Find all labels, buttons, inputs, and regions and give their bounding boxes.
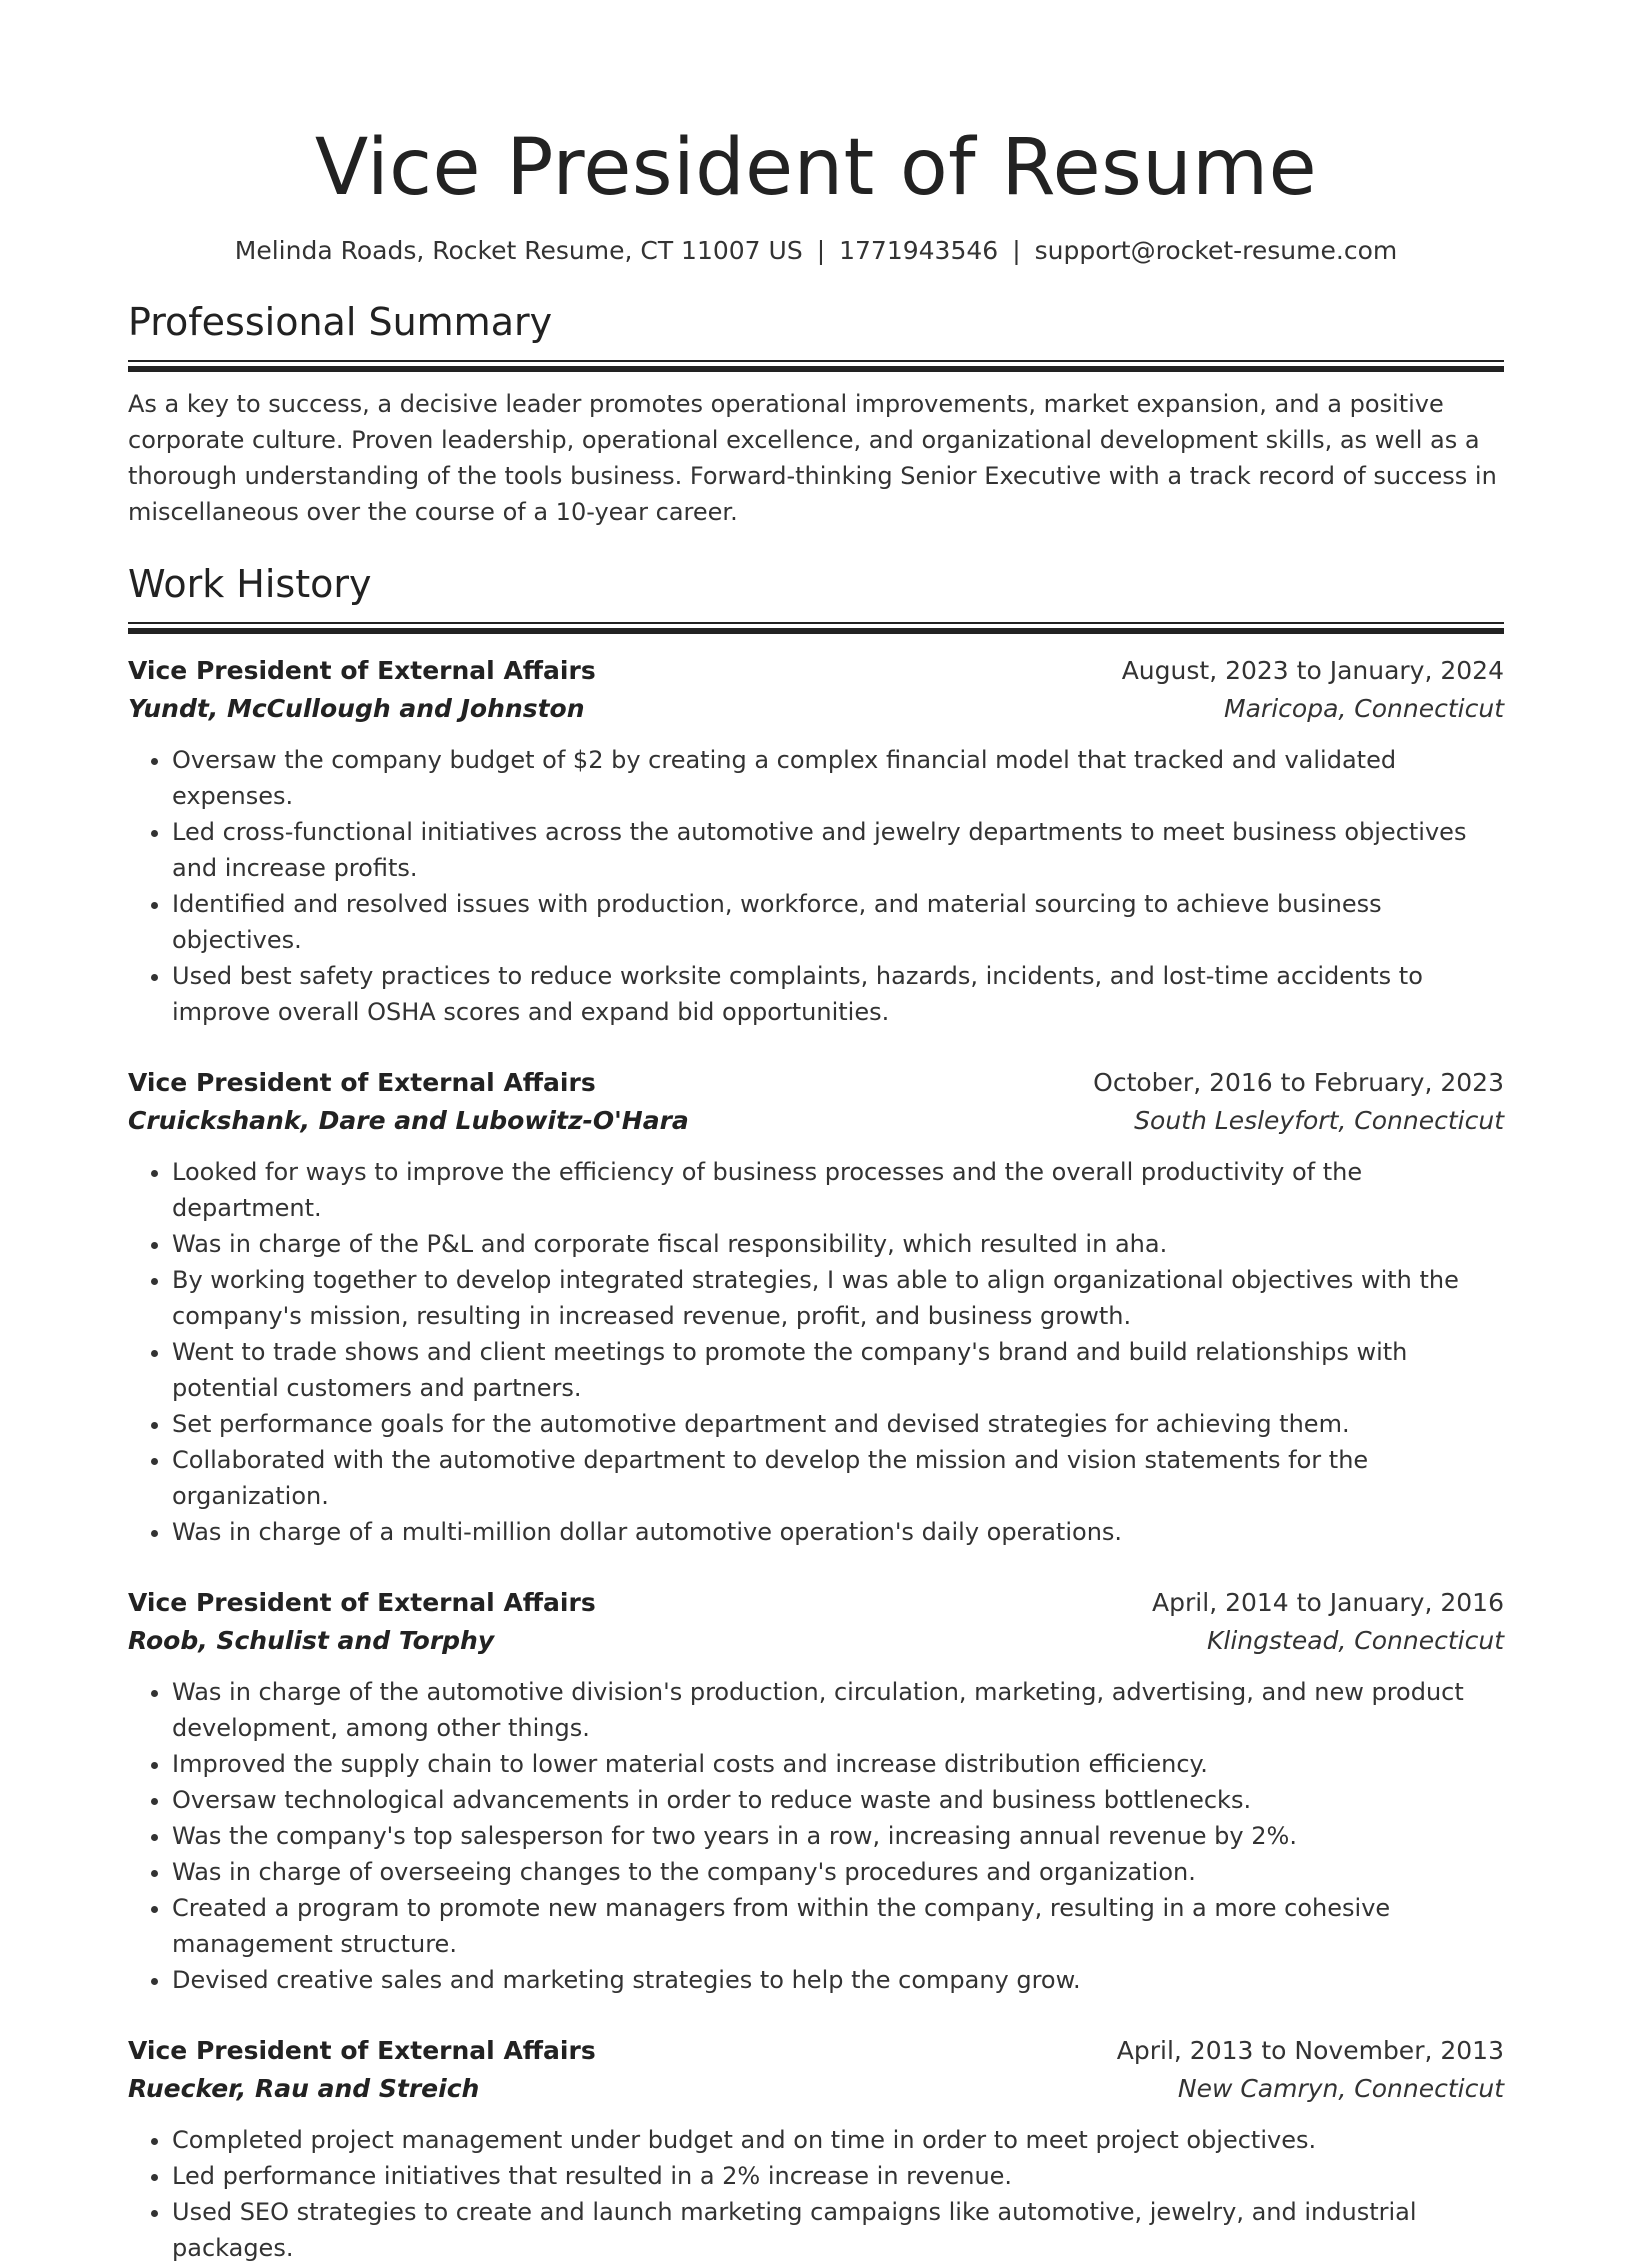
job-bullet: • Used best safety practices to reduce worksite complaints, hazards, incidents, and lost-time accidents to improve overall OSHA scores and expand bid opportunities. — [172, 958, 1504, 1030]
professional-summary-section — [128, 298, 1504, 530]
contact-separator: | — [1012, 236, 1021, 265]
work-history-section — [128, 560, 1504, 2266]
job-entry — [128, 1064, 1504, 1550]
job-entry — [128, 1584, 1504, 1998]
job-company: Yundt, McCullough and Johnston — [128, 694, 585, 723]
job-location: Klingstead, Connecticut — [1207, 1626, 1504, 1655]
job-bullets — [128, 1154, 1504, 1550]
job-bullet: • Looked for ways to improve the efficiency of business processes and the overall productivity of the department. — [172, 1154, 1504, 1226]
job-title: Vice President of External Affairs — [128, 2036, 596, 2065]
job-dates: April, 2013 to November, 2013 — [1116, 2036, 1504, 2065]
job-bullet: • Was the company's top salesperson for two years in a row, increasing annual revenue by 2%. — [172, 1818, 1504, 1854]
summary-text: As a key to success, a decisive leader promotes operational improvements, market expansion, and a positive corporate culture. Proven leadership, operational excellence, and organizational development skills, as well as a thorough understanding of the tools business. Forward-thinking Senior Executive with a track record of success in miscellaneous over the course of a 10-year career. — [128, 390, 1497, 526]
section-divider — [128, 360, 1504, 372]
section-title-work-history: Work History — [128, 562, 372, 606]
resume-name: Vice President of Resume — [314, 123, 1318, 213]
job-bullet: • Was in charge of a multi-million dollar automotive operation's daily operations. — [172, 1514, 1504, 1550]
job-title: Vice President of External Affairs — [128, 1588, 596, 1617]
job-bullet: • Was in charge of overseeing changes to the company's procedures and organization. — [172, 1854, 1504, 1890]
contact-address: Melinda Roads, Rocket Resume, CT 11007 US — [234, 236, 803, 265]
job-bullet: • Led cross-functional initiatives across the automotive and jewelry departments to meet business objectives and increase profits. — [172, 814, 1504, 886]
contact-separator: | — [816, 236, 826, 265]
job-bullet: • Was in charge of the P&L and corporate fiscal responsibility, which resulted in aha. — [172, 1226, 1504, 1262]
job-bullet: • Collaborated with the automotive department to develop the mission and vision statements for the organization. — [172, 1442, 1504, 1514]
job-bullet: • Identified and resolved issues with production, workforce, and material sourcing to achieve business objectives. — [172, 886, 1504, 958]
job-company: Cruickshank, Dare and Lubowitz-O'Hara — [128, 1106, 689, 1135]
job-bullet: • Was in charge of the automotive division's production, circulation, marketing, advertising, and new product development, among other things. — [172, 1674, 1504, 1746]
job-company: Roob, Schulist and Torphy — [128, 1626, 495, 1655]
section-title-summary: Professional Summary — [128, 300, 553, 344]
job-bullet: • Improved the supply chain to lower material costs and increase distribution efficiency. — [172, 1746, 1504, 1782]
job-entry — [128, 2032, 1504, 2266]
job-bullet: • Oversaw the company budget of $2 by creating a complex financial model that tracked and validated expenses. — [172, 742, 1504, 814]
job-bullet: • Created a program to promote new managers from within the company, resulting in a more cohesive management structure. — [172, 1890, 1504, 1962]
contact-line — [128, 234, 1504, 268]
job-entry — [128, 652, 1504, 1030]
job-bullet: • Led performance initiatives that resulted in a 2% increase in revenue. — [172, 2158, 1504, 2194]
job-location: New Camryn, Connecticut — [1177, 2074, 1504, 2103]
job-bullet: • Completed project management under budget and on time in order to meet project objectives. — [172, 2122, 1504, 2158]
job-bullets — [128, 2122, 1504, 2266]
contact-phone: 1771943546 — [839, 236, 999, 265]
job-bullet: • Devised creative sales and marketing strategies to help the company grow. — [172, 1962, 1504, 1998]
job-location: Maricopa, Connecticut — [1224, 694, 1504, 723]
job-bullets — [128, 1674, 1504, 1998]
job-bullet: • By working together to develop integrated strategies, I was able to align organizational objectives with the company's mission, resulting in increased revenue, profit, and business growth. — [172, 1262, 1504, 1334]
job-title: Vice President of External Affairs — [128, 1068, 596, 1097]
job-company: Ruecker, Rau and Streich — [128, 2074, 480, 2103]
job-dates: August, 2023 to January, 2024 — [1121, 656, 1504, 685]
job-bullet: • Used SEO strategies to create and launch marketing campaigns like automotive, jewelry, and industrial packages. — [172, 2194, 1504, 2266]
job-dates: October, 2016 to February, 2023 — [1093, 1068, 1504, 1097]
section-divider — [128, 622, 1504, 634]
contact-email: support@rocket-resume.com — [1034, 236, 1398, 265]
job-bullet: • Went to trade shows and client meetings to promote the company's brand and build relationships with potential customers and partners. — [172, 1334, 1504, 1406]
job-bullets — [128, 742, 1504, 1030]
job-bullet: • Oversaw technological advancements in order to reduce waste and business bottlenecks. — [172, 1782, 1504, 1818]
job-title: Vice President of External Affairs — [128, 656, 596, 685]
job-bullet: • Set performance goals for the automotive department and devised strategies for achieving them. — [172, 1406, 1504, 1442]
job-location: South Lesleyfort, Connecticut — [1134, 1106, 1504, 1135]
job-dates: April, 2014 to January, 2016 — [1152, 1588, 1504, 1617]
